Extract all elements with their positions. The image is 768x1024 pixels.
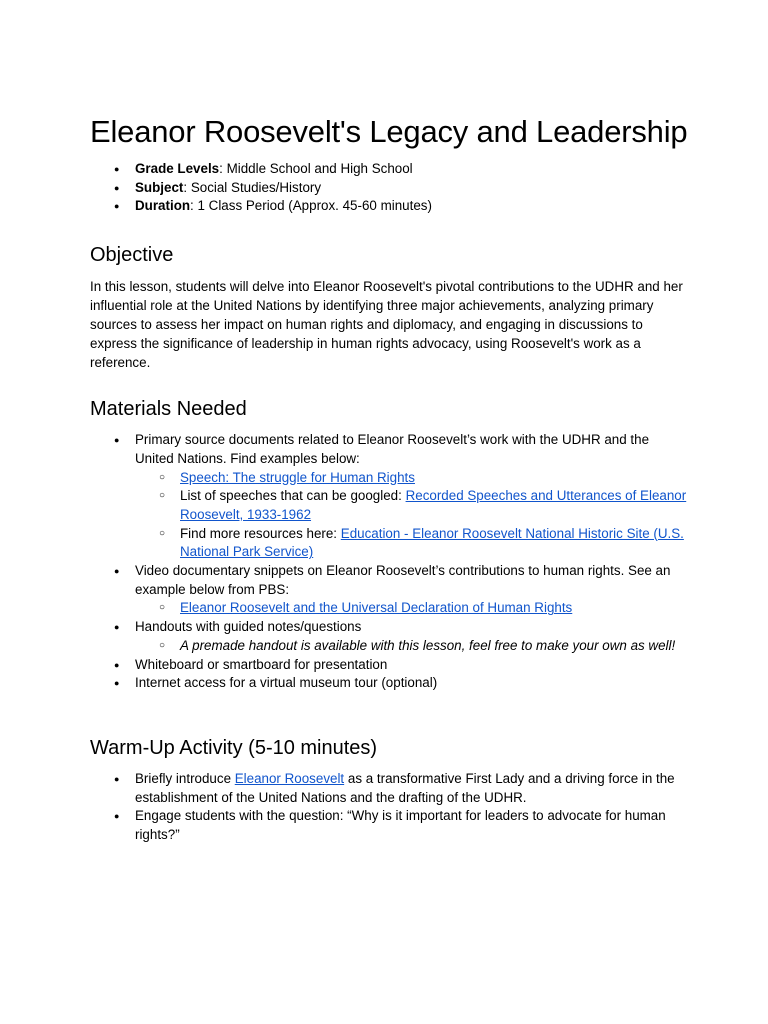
list-item xyxy=(90,674,690,693)
list-item xyxy=(90,562,690,618)
list-item-suffix: as a transformative First Lady and a driving force in the establishment of the United Nations and the drafting of the UDHR. xyxy=(135,770,675,805)
materials-sublist xyxy=(135,637,690,656)
warmup-heading: Warm-Up Activity (5-10 minutes) xyxy=(90,736,378,759)
speech-link[interactable]: Speech: The struggle for Human Rights xyxy=(180,469,415,485)
list-item xyxy=(90,656,690,675)
document-title: Eleanor Roosevelt's Legacy and Leadership xyxy=(90,114,688,149)
materials-item-text: Primary source documents related to Eleanor Roosevelt’s work with the UDHR and the United Nations. Find examples below: xyxy=(135,432,650,466)
materials-item-text: Internet access for a virtual museum tour (optional) xyxy=(135,675,438,691)
materials-list xyxy=(90,431,690,693)
list-item-prefix: Find more resources here: xyxy=(180,525,341,541)
list-item xyxy=(90,160,690,179)
list-item xyxy=(135,469,690,488)
eleanor-roosevelt-link[interactable]: Eleanor Roosevelt xyxy=(234,770,345,786)
list-item xyxy=(135,487,690,524)
list-item xyxy=(135,599,690,618)
list-item-prefix: List of speeches that can be googled: xyxy=(180,488,406,504)
materials-heading: Materials Needed xyxy=(90,398,247,421)
list-item xyxy=(90,197,690,216)
meta-list xyxy=(90,160,690,216)
materials-sublist xyxy=(135,469,690,563)
materials-item-text: Handouts with guided notes/questions xyxy=(135,619,362,635)
objective-text: In this lesson, students will delve into Eleanor Roosevelt's pivotal contributions to the UDHR and her influential role at the United Nations by identifying three major achievements, analyzing primary sources to assess her impact on human rights and diplomacy, and engaging in discussions to express the significance of leadership in human rights advocacy, using Roosevelt's work as a reference. xyxy=(90,279,683,371)
materials-item-text: Whiteboard or smartboard for presentation xyxy=(135,656,388,672)
meta-label: Grade Levels xyxy=(135,161,220,176)
meta-value: : Middle School and High School xyxy=(219,161,413,176)
meta-value: : Social Studies/History xyxy=(183,179,322,195)
list-item xyxy=(90,179,690,198)
recorded-speeches-link[interactable]: Recorded Speeches and Utterances of Eleanor Roosevelt, 1933-1962 xyxy=(180,488,687,522)
nps-education-link[interactable]: Education - Eleanor Roosevelt National Historic Site (U.S. National Park Service) xyxy=(180,525,684,560)
document-page xyxy=(90,110,690,845)
list-item xyxy=(135,525,690,562)
list-item-prefix: Briefly introduce xyxy=(135,770,235,786)
objective-heading: Objective xyxy=(90,244,174,267)
materials-sublist xyxy=(135,599,690,618)
materials-item-text: Video documentary snippets on Eleanor Roosevelt’s contributions to human rights. See an example below from PBS: xyxy=(135,563,671,597)
meta-value: : 1 Class Period (Approx. 45-60 minutes) xyxy=(190,198,432,214)
meta-label: Duration xyxy=(135,198,191,214)
warmup-question: Engage students with the question: “Why is it important for leaders to advocate for human rights?” xyxy=(135,808,666,843)
list-item xyxy=(135,637,690,656)
warmup-list xyxy=(90,770,690,845)
list-item xyxy=(90,431,690,562)
pbs-video-link[interactable]: Eleanor Roosevelt and the Universal Declaration of Human Rights xyxy=(180,600,573,616)
list-item xyxy=(90,618,690,655)
list-item xyxy=(90,807,690,844)
handout-note: A premade handout is available with this lesson, feel free to make your own as well! xyxy=(180,637,676,653)
meta-label: Subject xyxy=(135,179,184,195)
list-item xyxy=(90,770,690,807)
